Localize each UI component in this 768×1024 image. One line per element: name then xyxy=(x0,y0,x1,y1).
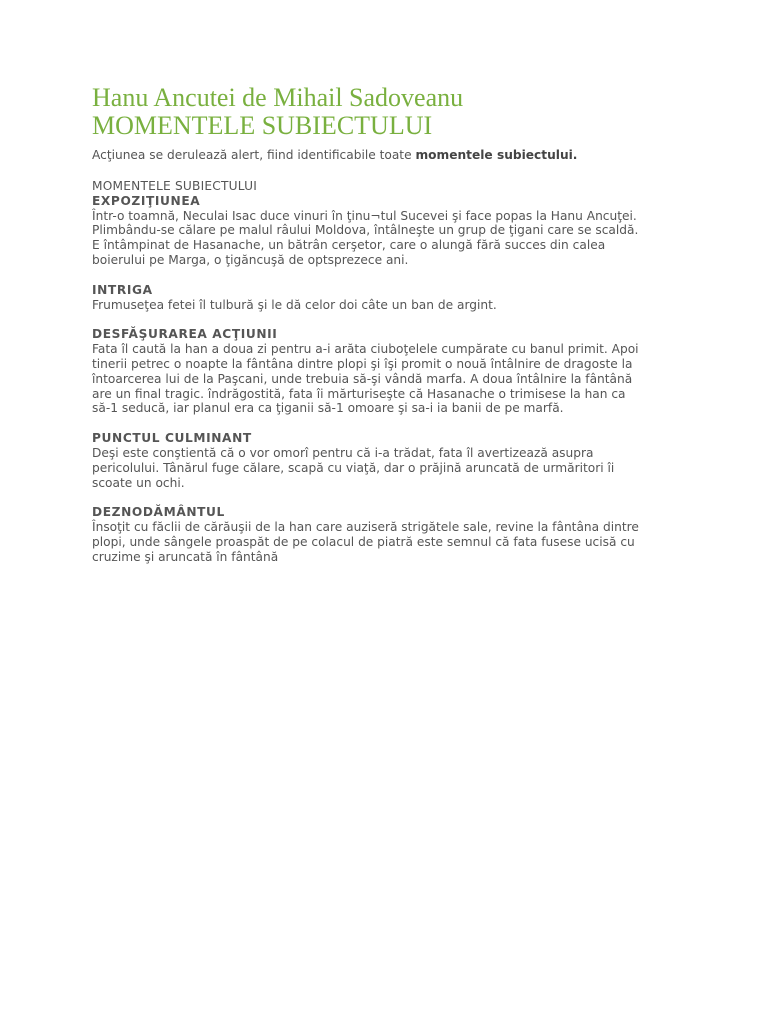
paragraph-line: plopi, unde sângele proaspăt de pe colacul de piatră este semnul că fata fusese ucisă cu xyxy=(92,534,635,549)
paragraph-line: Deşi este conştientă că o vor omorî pentru că i-a trădat, fata îl avertizează asupra xyxy=(92,445,594,460)
section-heading-intriga: INTRIGA xyxy=(92,282,153,297)
section-punctul-culminant xyxy=(92,431,692,490)
section-label: MOMENTELE SUBIECTULUI xyxy=(92,179,258,193)
paragraph-line: boierului pe Marga, o ţigăncuşă de optsprezece ani. xyxy=(92,252,409,267)
intro-paragraph xyxy=(92,148,692,163)
paragraph-line: tinerii petrec o noapte la fântâna dintre plopi şi îşi promit o nouă întâlnire de dragoste la xyxy=(92,356,633,371)
paragraph-line: pericolului. Tânărul fuge călare, scapă cu viaţă, dar o prăjină aruncată de urmăritori îi xyxy=(92,460,615,475)
paragraph-line: să-1 seducă, iar planul era ca ţiganii să-1 omoare şi sa-i ia banii de pe marfă. xyxy=(92,401,564,416)
title-line-1: Hanu Ancutei de Mihail Sadoveanu xyxy=(92,83,464,112)
intro-bold-text: momentele subiectului. xyxy=(415,148,578,162)
intro-text: Acţiunea se derulează alert, fiind identificabile toate xyxy=(92,148,416,162)
paragraph-line: cruzime şi aruncată în fântână xyxy=(92,549,279,564)
section-heading-desfasurarea: DESFĂŞURAREA ACŢIUNII xyxy=(92,327,278,342)
paragraph-line: Frumuseţea fetei îl tulbură şi le dă celor doi câte un ban de argint. xyxy=(92,297,497,312)
paragraph-line: are un final tragic. îndrăgostită, fata îi mărturiseşte că Hasanache o trimisese la han ca xyxy=(92,386,626,401)
paragraph-line: Însoţit cu făclii de cărăuşii de la han care auziseră strigătele sale, revine la fântâna dintre xyxy=(92,520,639,535)
document-title xyxy=(92,84,692,140)
paragraph-line: Plimbându-se călare pe malul râului Moldova, întâlneşte un grup de ţigani care se scaldă. xyxy=(92,223,639,238)
section-heading-punctul-culminant: PUNCTUL CULMINANT xyxy=(92,431,252,446)
section-heading-expozitiunea: EXPOZIŢIUNEA xyxy=(92,193,201,208)
paragraph-line: scoate un ochi. xyxy=(92,475,185,490)
paragraph-line: Într-o toamnă, Neculai Isac duce vinuri în ţinu¬tul Sucevei şi face popas la Hanu Ancuţei. xyxy=(92,208,637,223)
paragraph-line: Fata îl caută la han a doua zi pentru a-i arăta ciuboţelele cumpărate cu banul primit. Apoi xyxy=(92,342,639,357)
paragraph-line: întoarcerea lui de la Paşcani, unde trebuia să-şi vândă marfa. A doua întâlnire la fântână xyxy=(92,371,633,386)
paragraph-line: E întâmpinat de Hasanache, un bătrân cerşetor, care o alungă fără succes din calea xyxy=(92,238,606,253)
section-deznodamantul xyxy=(92,505,692,564)
section-intriga xyxy=(92,283,692,313)
section-desfasurarea xyxy=(92,327,692,416)
document-page xyxy=(92,84,692,565)
title-line-2: MOMENTELE SUBIECTULUI xyxy=(92,111,433,140)
section-expozitiunea xyxy=(92,179,692,268)
section-heading-deznodamantul: DEZNODĂMÂNTUL xyxy=(92,505,225,520)
